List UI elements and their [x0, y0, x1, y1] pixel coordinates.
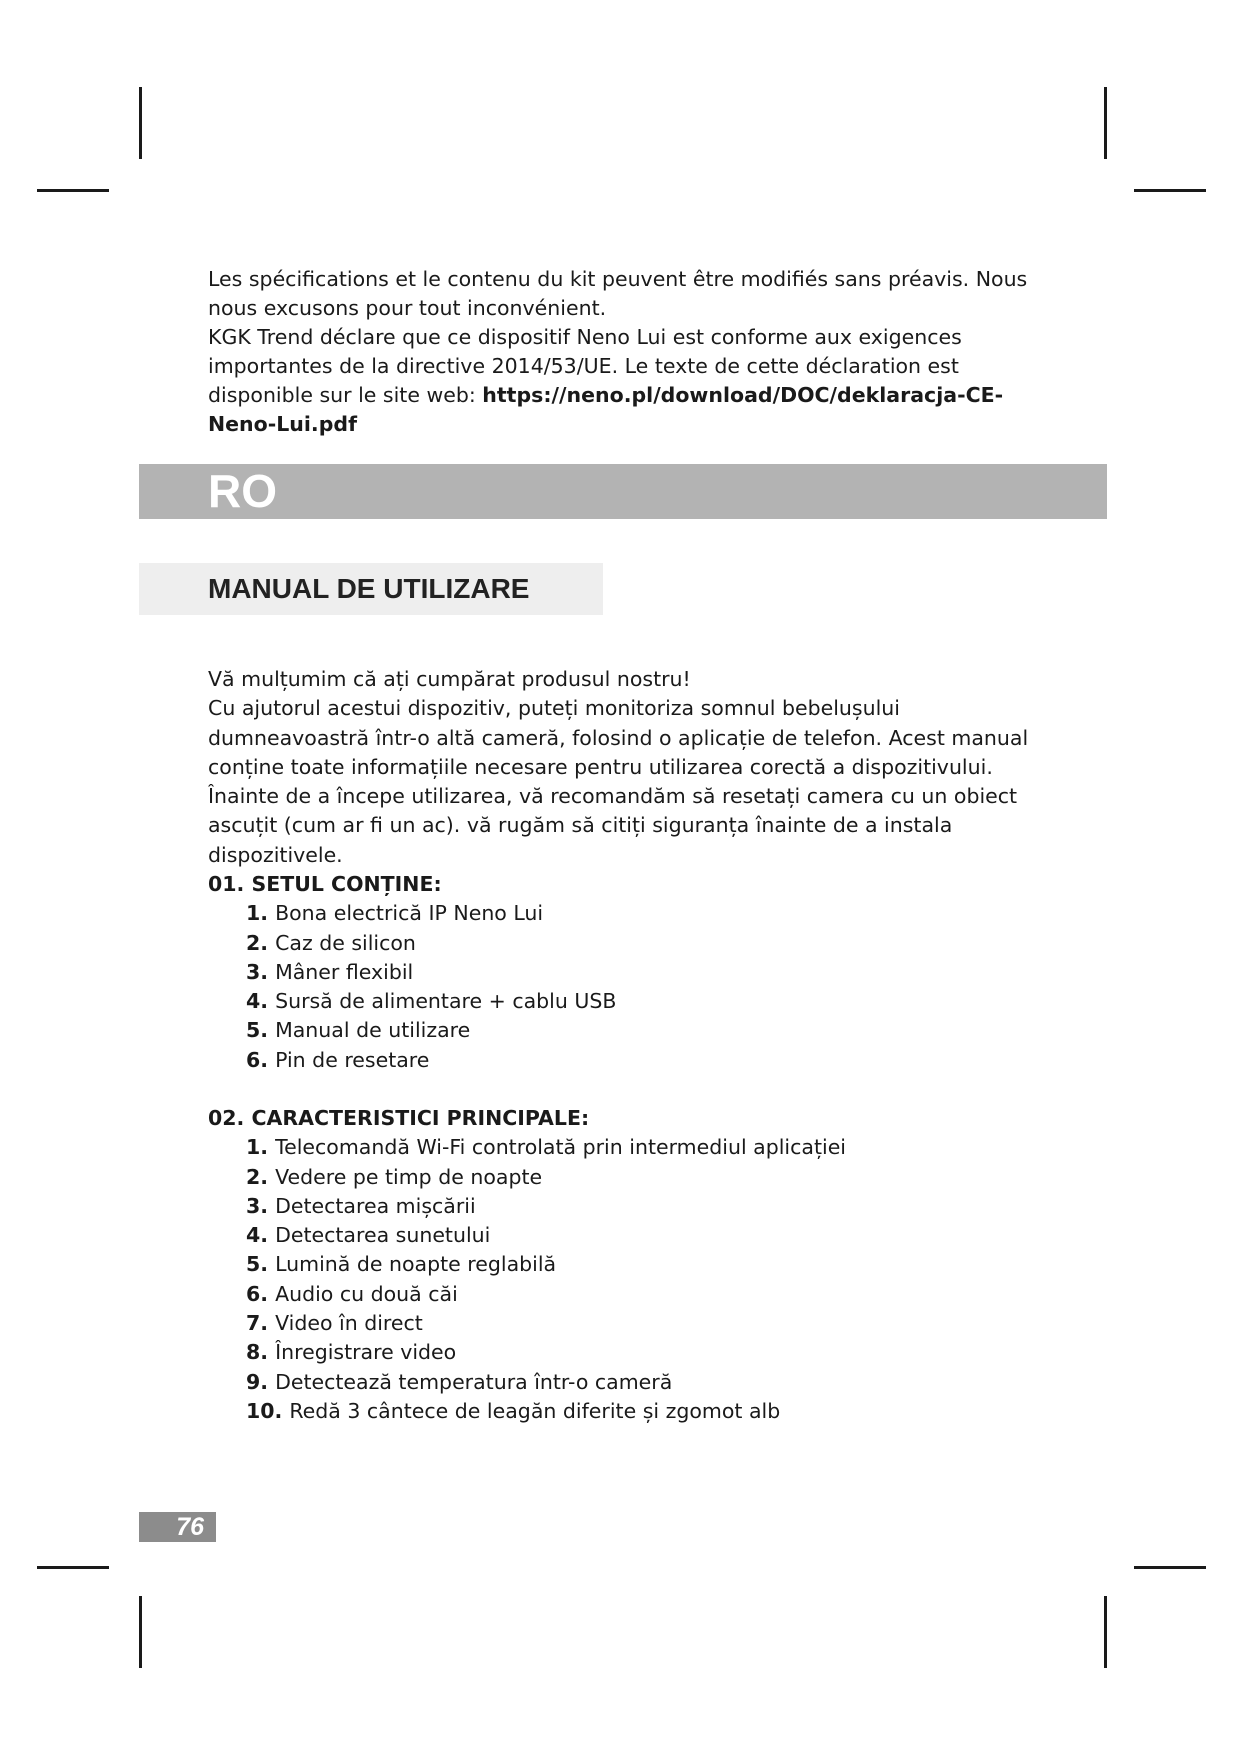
crop-mark-bottom-left-vertical	[139, 1596, 142, 1668]
list-item	[246, 1163, 1048, 1192]
language-code: RO	[208, 465, 277, 517]
item-text: Detectarea sunetului	[275, 1223, 491, 1248]
item-text: Video în direct	[275, 1311, 423, 1336]
manual-title: MANUAL DE UTILIZARE	[208, 573, 530, 604]
item-text: Detectează temperatura într-o cameră	[275, 1369, 673, 1394]
item-number: 4.	[246, 989, 269, 1014]
declaration-url[interactable]: https://neno.pl/download/DOC/deklaracja-CE-Neno-Lui.pdf	[208, 383, 1004, 436]
item-text: Bona electrică IP Neno Lui	[275, 901, 544, 926]
item-text: Detectarea mișcării	[275, 1193, 476, 1218]
item-number: 2.	[246, 1164, 269, 1189]
features-heading: 02. CARACTERISTICI PRINCIPALE:	[208, 1106, 590, 1130]
item-text: Pin de resetare	[275, 1047, 430, 1072]
crop-mark-top-right-horizontal	[1134, 189, 1206, 192]
item-number: 2.	[246, 930, 269, 955]
item-number: 1.	[246, 1135, 269, 1160]
list-item	[246, 1280, 1048, 1309]
intro-paragraph	[208, 265, 1048, 439]
item-text: Înregistrare video	[275, 1340, 457, 1365]
item-text: Audio cu două căi	[275, 1281, 458, 1306]
intro-notice: Les spécifications et le contenu du kit peuvent être modifiés sans préavis. Nous nous excusons pour tout inconvénient.	[208, 267, 1028, 320]
list-item	[246, 987, 1048, 1016]
item-number: 9.	[246, 1369, 269, 1394]
crop-mark-bottom-right-horizontal	[1134, 1566, 1206, 1569]
body-paragraph	[208, 665, 1058, 870]
list-item	[246, 1133, 1048, 1162]
intro-declaration	[208, 323, 1048, 439]
description-text: Cu ajutorul acestui dispozitiv, puteți monitoriza somnul bebelușului dumneavoastră într-o altă cameră, folosind o aplicație de telefon. Acest manual conține toate informațiile necesare pentru utilizarea corectă a dispozitivului. Înainte de a începe utilizarea, vă recomandăm să resetați camera cu un obiect ascuțit (cum ar fi un ac). vă rugăm să citiți siguranța înainte de a instala dispozitivele.	[208, 696, 1029, 867]
item-number: 3.	[246, 959, 269, 984]
set-contents-heading: 01. SETUL CONȚINE:	[208, 872, 442, 896]
item-text: Lumină de noapte reglabilă	[275, 1252, 557, 1277]
item-number: 5.	[246, 1018, 269, 1043]
list-item	[246, 1309, 1048, 1338]
item-number: 10.	[246, 1398, 283, 1423]
list-item	[246, 1192, 1048, 1221]
intro-declaration-text: KGK Trend déclare que ce dispositif Neno Lui est conforme aux exigences importantes de la directive 2014/53/UE. Le texte de cette déclaration est disponible sur le site web:	[208, 325, 962, 407]
item-text: Telecomandă Wi-Fi controlată prin intermediul aplicației	[275, 1135, 846, 1160]
list-item	[246, 929, 1048, 958]
list-item	[246, 1016, 1048, 1045]
list-item	[246, 1338, 1048, 1367]
list-item	[246, 1250, 1048, 1279]
item-number: 6.	[246, 1047, 269, 1072]
item-number: 3.	[246, 1193, 269, 1218]
set-contents-list	[208, 899, 1048, 1075]
item-number: 7.	[246, 1311, 269, 1336]
item-number: 4.	[246, 1223, 269, 1248]
crop-mark-top-left-horizontal	[37, 189, 109, 192]
list-item	[246, 958, 1048, 987]
item-text: Redă 3 cântece de leagăn diferite și zgomot alb	[289, 1398, 781, 1423]
set-contents-section	[208, 870, 1048, 1075]
list-item	[246, 899, 1048, 928]
features-section	[208, 1104, 1048, 1426]
crop-mark-bottom-right-vertical	[1104, 1596, 1107, 1668]
page-number: 76	[139, 1512, 216, 1542]
item-text: Mâner flexibil	[275, 959, 414, 984]
item-number: 6.	[246, 1281, 269, 1306]
manual-title-bar	[139, 563, 603, 615]
list-item	[246, 1397, 1048, 1426]
crop-mark-bottom-left-horizontal	[37, 1566, 109, 1569]
thanks-text: Vă mulțumim că ați cumpărat produsul nostru!	[208, 667, 691, 691]
list-item	[246, 1221, 1048, 1250]
item-number: 1.	[246, 901, 269, 926]
item-text: Manual de utilizare	[275, 1018, 471, 1043]
language-banner	[139, 464, 1107, 519]
item-number: 5.	[246, 1252, 269, 1277]
item-text: Caz de silicon	[275, 930, 416, 955]
features-list	[208, 1133, 1048, 1426]
crop-mark-top-left-vertical	[139, 87, 142, 159]
item-number: 8.	[246, 1340, 269, 1365]
crop-mark-top-right-vertical	[1104, 87, 1107, 159]
list-item	[246, 1368, 1048, 1397]
item-text: Sursă de alimentare + cablu USB	[275, 989, 617, 1014]
item-text: Vedere pe timp de noapte	[275, 1164, 543, 1189]
list-item	[246, 1046, 1048, 1075]
